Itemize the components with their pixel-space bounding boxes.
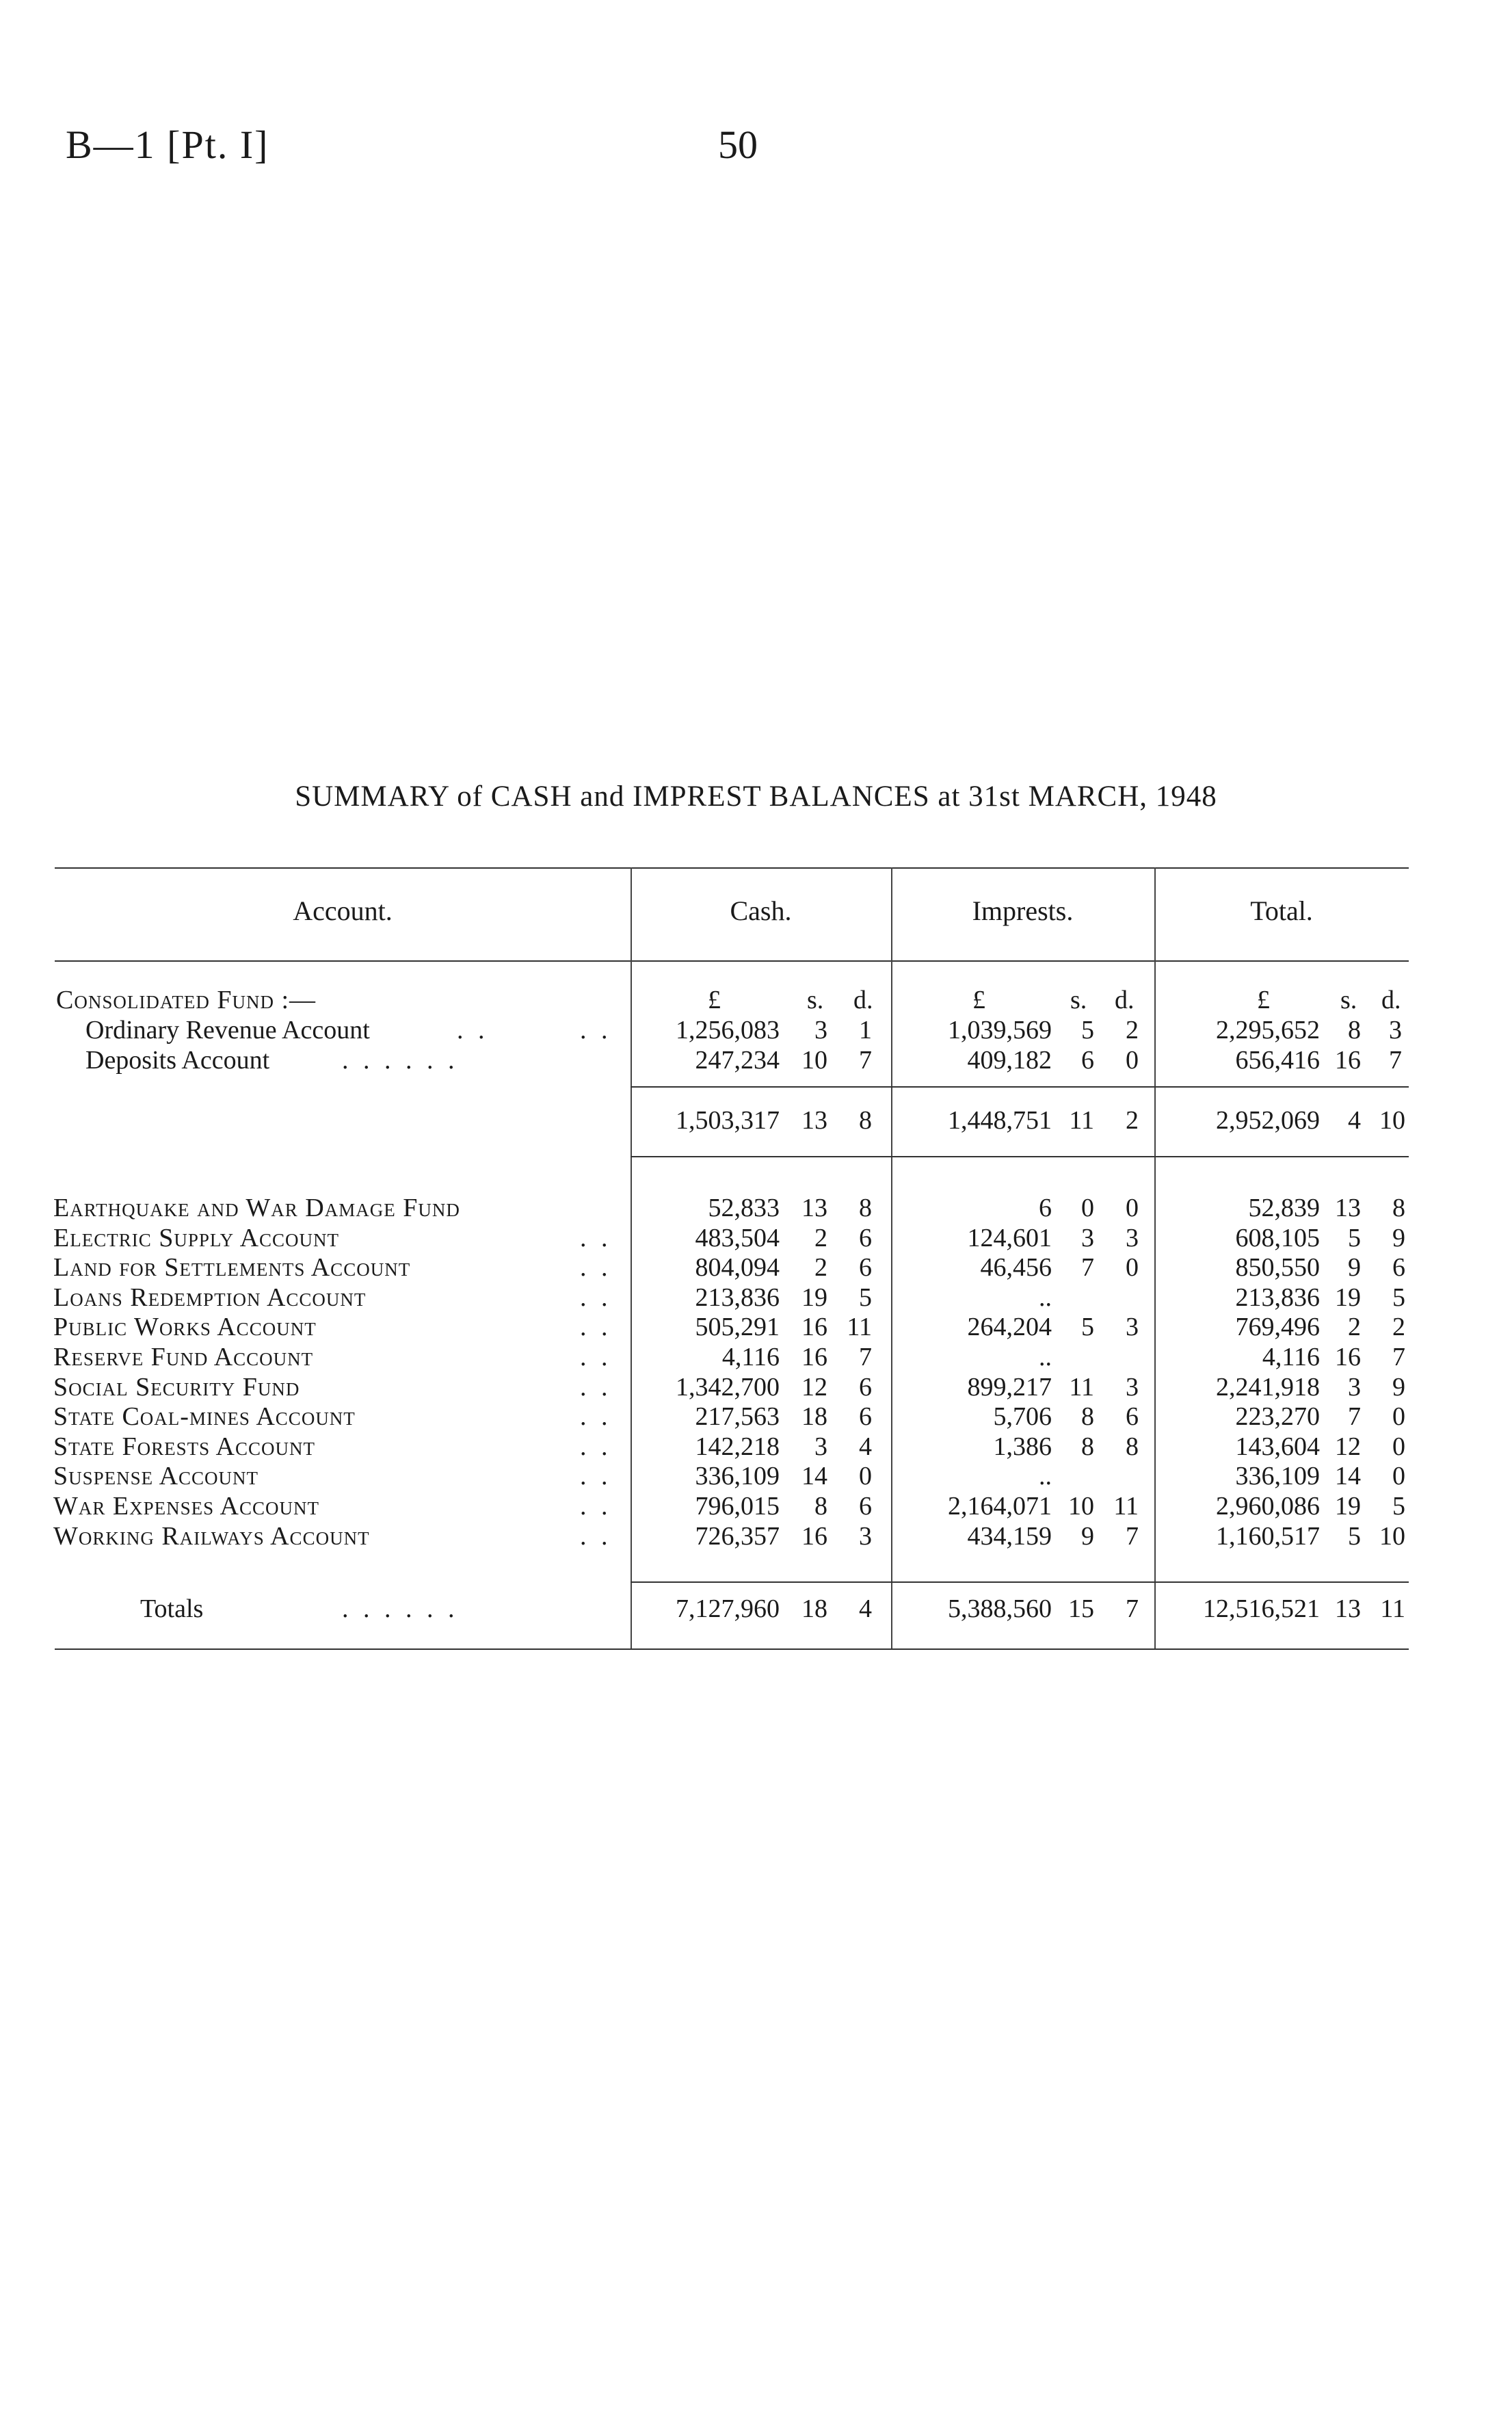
total-pounds: 143,604 (1235, 1432, 1320, 1461)
page-reference: B—1 [Pt. I] (66, 122, 269, 167)
cash-pounds: 4,116 (721, 1343, 780, 1371)
total-shillings: 14 (1335, 1462, 1361, 1490)
total-pence: 6 (1392, 1253, 1405, 1282)
imprests-pence: 2 (1126, 1016, 1139, 1044)
subtotal-cash-pence: 8 (859, 1106, 872, 1135)
imprests-pounds: 1,386 (993, 1432, 1052, 1461)
subtotal-total-pounds: 2,952,069 (1216, 1106, 1320, 1135)
cash-pence: 7 (859, 1343, 872, 1371)
account-row-label: Earthquake and War Damage Fund (53, 1194, 460, 1222)
imprests-pounds: 434,159 (967, 1522, 1052, 1551)
total-pounds: 2,295,652 (1216, 1016, 1320, 1044)
total-pence: 2 (1392, 1313, 1405, 1341)
account-row-label: Working Railways Account (53, 1522, 370, 1551)
unit-imprests-pound: £ (972, 986, 985, 1014)
account-row-label: Public Works Account (53, 1313, 317, 1341)
total-shillings: 16 (1335, 1343, 1361, 1371)
total-shillings: 5 (1348, 1224, 1361, 1252)
imprests-pounds: 899,217 (967, 1373, 1052, 1402)
cash-pounds: 247,234 (695, 1046, 780, 1075)
cash-pounds: 142,218 (695, 1432, 780, 1461)
total-pence: 7 (1392, 1343, 1405, 1371)
totals-rule (631, 1581, 1409, 1583)
leader-dots: . . (580, 1462, 612, 1490)
imprests-pounds: 1,039,569 (948, 1016, 1052, 1044)
cash-pence: 6 (859, 1224, 872, 1252)
total-pence: 3 (1389, 1016, 1402, 1044)
total-shillings: 12 (1335, 1432, 1361, 1461)
account-row-label: Land for Settlements Account (53, 1253, 411, 1282)
account-row-label: Social Security Fund (53, 1373, 300, 1402)
total-pounds: 2,960,086 (1216, 1492, 1320, 1521)
imprests-shillings: 10 (1068, 1492, 1094, 1521)
cash-pence: 0 (859, 1462, 872, 1490)
total-shillings: 5 (1348, 1522, 1361, 1551)
imprests-pence: 6 (1126, 1402, 1139, 1431)
totals-cash-pence: 4 (859, 1594, 872, 1623)
cash-pence: 7 (859, 1046, 872, 1075)
total-pence: 0 (1392, 1432, 1405, 1461)
total-pounds: 656,416 (1235, 1046, 1320, 1075)
total-pence: 0 (1392, 1462, 1405, 1490)
imprests-pence: 0 (1126, 1046, 1139, 1075)
row-label: Deposits Account (85, 1046, 270, 1075)
total-shillings: 8 (1348, 1016, 1361, 1044)
imprests-shillings: 3 (1081, 1224, 1094, 1252)
consolidated-fund-heading: Consolidated Fund :— (56, 986, 317, 1014)
imprests-pence: 7 (1126, 1522, 1139, 1551)
imprests-pence: 0 (1126, 1194, 1139, 1222)
leader-dots: . . (580, 1224, 612, 1252)
subtotal-rule-top (631, 1086, 1409, 1088)
imprests-shillings: 9 (1081, 1522, 1094, 1551)
cash-shillings: 14 (801, 1462, 827, 1490)
leader-dots: . . . . . . (342, 1594, 459, 1623)
total-shillings: 16 (1335, 1046, 1361, 1075)
leader-dots: . . (580, 1016, 612, 1044)
totals-imprests-pounds: 5,388,560 (948, 1594, 1052, 1623)
leader-dots: . . (580, 1492, 612, 1521)
leader-dots: . . (457, 1016, 489, 1044)
cash-pence: 8 (859, 1194, 872, 1222)
leader-dots: . . (580, 1402, 612, 1431)
imprests-pounds: 409,182 (967, 1046, 1052, 1075)
account-row-label: Reserve Fund Account (53, 1343, 314, 1371)
cash-shillings: 2 (814, 1253, 827, 1282)
subtotal-cash-shillings: 13 (801, 1106, 827, 1135)
total-pence: 9 (1392, 1373, 1405, 1402)
cash-pounds: 726,357 (695, 1522, 780, 1551)
cash-shillings: 8 (814, 1492, 827, 1521)
total-pounds: 2,241,918 (1216, 1373, 1320, 1402)
cash-pence: 4 (859, 1432, 872, 1461)
total-shillings: 19 (1335, 1283, 1361, 1312)
leader-dots: . . (580, 1522, 612, 1551)
leader-dots: . . (580, 1253, 612, 1282)
unit-imprests-shilling: s. (1070, 986, 1087, 1014)
cash-pence: 5 (859, 1283, 872, 1312)
cash-shillings: 2 (814, 1224, 827, 1252)
unit-total-pound: £ (1257, 986, 1270, 1014)
subtotal-total-pence: 10 (1379, 1106, 1405, 1135)
account-row-label: State Forests Account (53, 1432, 315, 1461)
cash-pence: 6 (859, 1402, 872, 1431)
imprests-pounds: 2,164,071 (948, 1492, 1052, 1521)
cash-shillings: 16 (801, 1343, 827, 1371)
account-row-label: State Coal-mines Account (53, 1402, 356, 1431)
leader-dots: . . (580, 1373, 612, 1402)
imprests-shillings: 7 (1081, 1253, 1094, 1282)
imprests-pence: 0 (1126, 1253, 1139, 1282)
subtotal-imprests-shillings: 11 (1069, 1106, 1094, 1135)
totals-cash-shillings: 18 (801, 1594, 827, 1623)
cash-pence: 3 (859, 1522, 872, 1551)
imprests-pence: 3 (1126, 1224, 1139, 1252)
cash-shillings: 12 (801, 1373, 827, 1402)
unit-cash-shilling: s. (807, 986, 824, 1014)
header-rule (55, 960, 1409, 962)
cash-pounds: 505,291 (695, 1313, 780, 1341)
top-rule (55, 867, 1409, 869)
imprests-shillings: 0 (1081, 1194, 1094, 1222)
column-header-imprests: Imprests. (972, 895, 1074, 926)
account-row-label: War Expenses Account (53, 1492, 319, 1521)
imprests-pounds: 6 (1039, 1194, 1052, 1222)
total-pence: 8 (1392, 1194, 1405, 1222)
imprests-pounds: 124,601 (967, 1224, 1052, 1252)
unit-imprests-pence: d. (1115, 986, 1135, 1014)
cash-pounds: 1,342,700 (676, 1373, 780, 1402)
cash-pence: 1 (859, 1016, 872, 1044)
account-row-label: Electric Supply Account (53, 1224, 340, 1252)
imprests-shillings: 8 (1081, 1402, 1094, 1431)
unit-cash-pence: d. (853, 986, 873, 1014)
cash-shillings: 10 (801, 1046, 827, 1075)
total-pence: 5 (1392, 1492, 1405, 1521)
cash-pounds: 483,504 (695, 1224, 780, 1252)
totals-total-shillings: 13 (1335, 1594, 1361, 1623)
unit-cash-pound: £ (708, 986, 721, 1014)
total-shillings: 2 (1348, 1313, 1361, 1341)
total-pounds: 850,550 (1235, 1253, 1320, 1282)
unit-total-shilling: s. (1340, 986, 1357, 1014)
imprests-pounds: 264,204 (967, 1313, 1052, 1341)
divider-imprests-total (1154, 867, 1156, 1648)
cash-pence: 6 (859, 1492, 872, 1521)
imprests-shillings: 8 (1081, 1432, 1094, 1461)
totals-label: Totals (140, 1594, 204, 1623)
cash-pounds: 336,109 (695, 1462, 780, 1490)
imprests-pounds: .. (1039, 1283, 1052, 1312)
account-row-label: Loans Redemption Account (53, 1283, 367, 1312)
subtotal-imprests-pounds: 1,448,751 (948, 1106, 1052, 1135)
cash-shillings: 19 (801, 1283, 827, 1312)
imprests-pence: 8 (1126, 1432, 1139, 1461)
divider-account-cash (631, 867, 632, 1648)
subtotal-imprests-pence: 2 (1126, 1106, 1139, 1135)
total-shillings: 13 (1335, 1194, 1361, 1222)
total-pounds: 1,160,517 (1216, 1522, 1320, 1551)
cash-pence: 11 (847, 1313, 872, 1341)
total-pounds: 223,270 (1235, 1402, 1320, 1431)
total-pence: 9 (1392, 1224, 1405, 1252)
cash-shillings: 16 (801, 1313, 827, 1341)
total-pence: 5 (1392, 1283, 1405, 1312)
total-pence: 10 (1379, 1522, 1405, 1551)
imprests-pence: 3 (1126, 1313, 1139, 1341)
total-pounds: 52,839 (1248, 1194, 1320, 1222)
total-pounds: 336,109 (1235, 1462, 1320, 1490)
cash-shillings: 3 (814, 1432, 827, 1461)
cash-pounds: 213,836 (695, 1283, 780, 1312)
total-shillings: 3 (1348, 1373, 1361, 1402)
cash-shillings: 16 (801, 1522, 827, 1551)
cash-pounds: 217,563 (695, 1402, 780, 1431)
imprests-shillings: 5 (1081, 1016, 1094, 1044)
imprests-pounds: 5,706 (993, 1402, 1052, 1431)
total-pounds: 608,105 (1235, 1224, 1320, 1252)
page-number: 50 (718, 122, 758, 167)
cash-pence: 6 (859, 1373, 872, 1402)
imprests-pounds: .. (1039, 1343, 1052, 1371)
leader-dots: . . (580, 1343, 612, 1371)
total-pounds: 213,836 (1235, 1283, 1320, 1312)
column-header-cash: Cash. (730, 895, 792, 926)
total-shillings: 9 (1348, 1253, 1361, 1282)
cash-shillings: 13 (801, 1194, 827, 1222)
cash-pence: 6 (859, 1253, 872, 1282)
total-pounds: 4,116 (1262, 1343, 1320, 1371)
table-title: SUMMARY of CASH and IMPREST BALANCES at 31st MARCH, 1948 (295, 780, 1217, 813)
subtotal-rule-bottom (631, 1156, 1409, 1157)
total-pence: 7 (1389, 1046, 1402, 1075)
total-shillings: 19 (1335, 1492, 1361, 1521)
imprests-pounds: .. (1039, 1462, 1052, 1490)
column-header-total: Total. (1250, 895, 1313, 926)
totals-total-pounds: 12,516,521 (1203, 1594, 1320, 1623)
imprests-pounds: 46,456 (980, 1253, 1052, 1282)
totals-imprests-shillings: 15 (1068, 1594, 1094, 1623)
totals-imprests-pence: 7 (1126, 1594, 1139, 1623)
divider-cash-imprests (891, 867, 892, 1648)
imprests-pence: 11 (1113, 1492, 1139, 1521)
leader-dots: . . (580, 1313, 612, 1341)
leader-dots: . . (580, 1283, 612, 1312)
bottom-rule (55, 1648, 1409, 1650)
imprests-shillings: 11 (1069, 1373, 1094, 1402)
subtotal-total-shillings: 4 (1348, 1106, 1361, 1135)
cash-shillings: 18 (801, 1402, 827, 1431)
total-pence: 0 (1392, 1402, 1405, 1431)
totals-total-pence: 11 (1380, 1594, 1405, 1623)
unit-total-pence: d. (1381, 986, 1401, 1014)
account-row-label: Suspense Account (53, 1462, 259, 1490)
imprests-shillings: 6 (1081, 1046, 1094, 1075)
column-header-account: Account. (293, 895, 393, 926)
total-pounds: 769,496 (1235, 1313, 1320, 1341)
leader-dots: . . . . . . (342, 1046, 459, 1075)
total-shillings: 7 (1348, 1402, 1361, 1431)
imprests-shillings: 5 (1081, 1313, 1094, 1341)
imprests-pence: 3 (1126, 1373, 1139, 1402)
cash-pounds: 804,094 (695, 1253, 780, 1282)
cash-pounds: 796,015 (695, 1492, 780, 1521)
totals-cash-pounds: 7,127,960 (676, 1594, 780, 1623)
cash-pounds: 52,833 (708, 1194, 780, 1222)
leader-dots: . . (580, 1432, 612, 1461)
cash-shillings: 3 (814, 1016, 827, 1044)
subtotal-cash-pounds: 1,503,317 (676, 1106, 780, 1135)
cash-pounds: 1,256,083 (676, 1016, 780, 1044)
row-label: Ordinary Revenue Account (85, 1016, 370, 1044)
